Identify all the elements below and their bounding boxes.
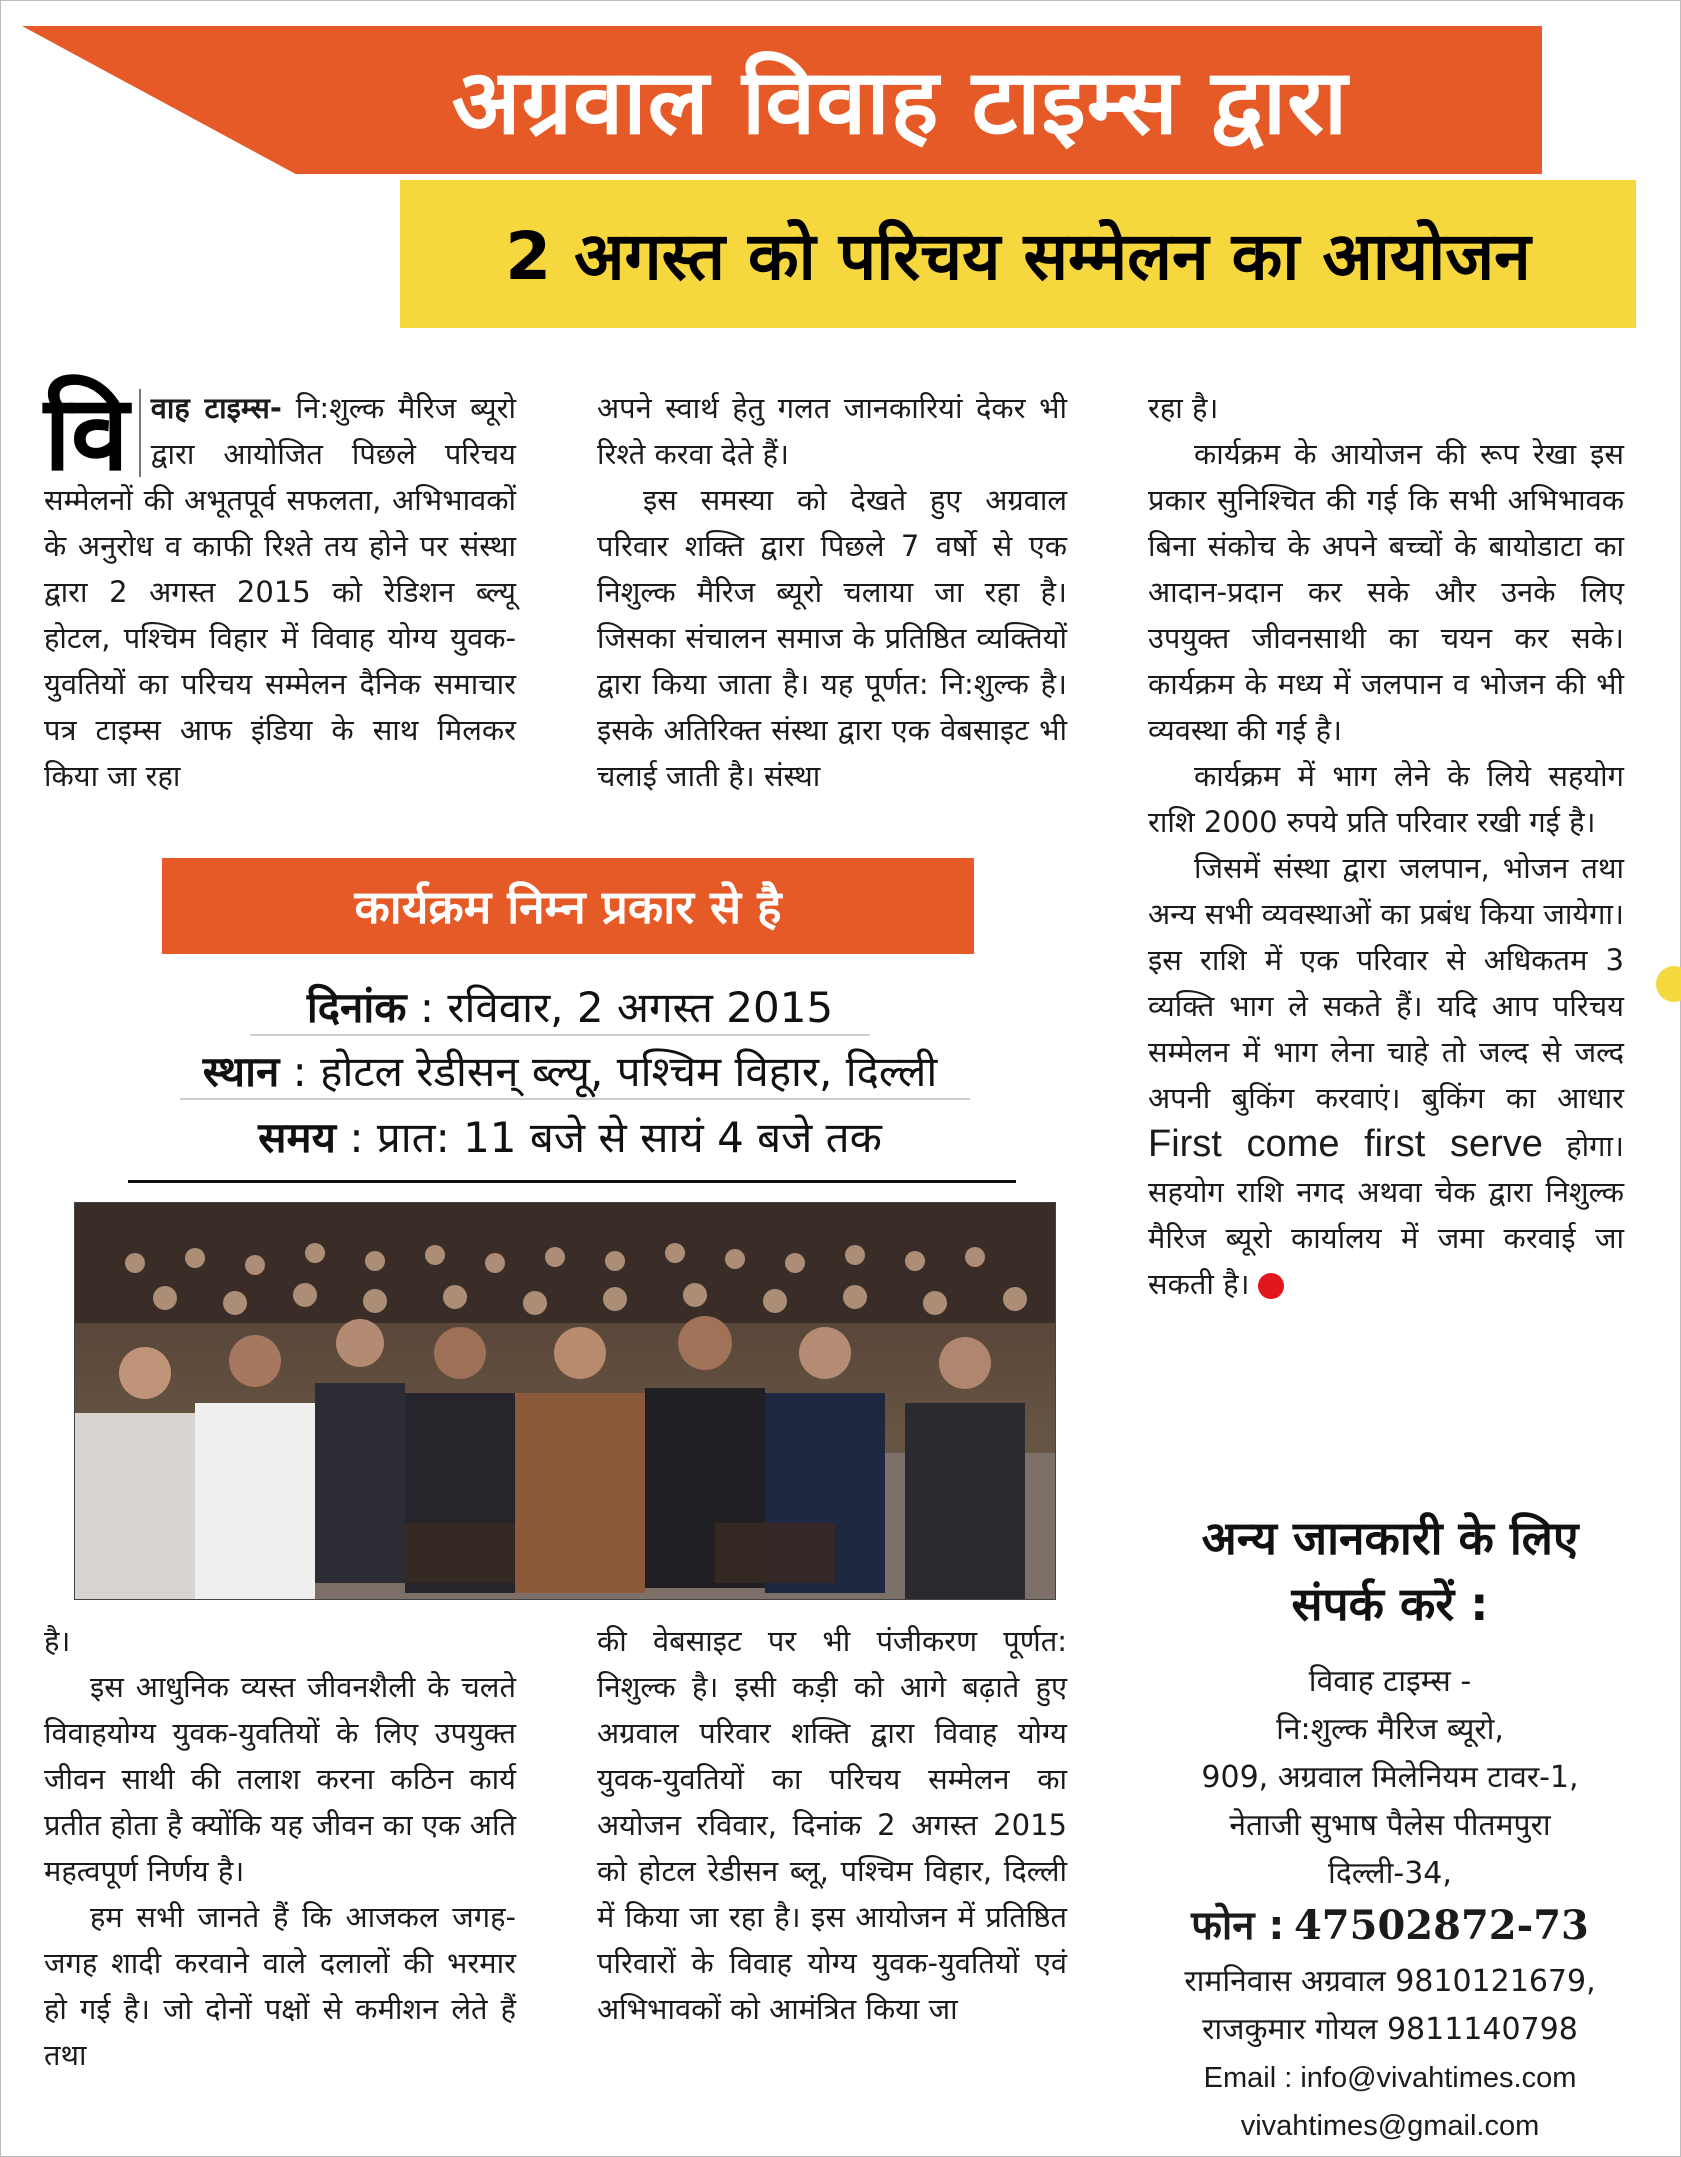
contact-details bbox=[1140, 1658, 1640, 2150]
article-intro-paragraph bbox=[44, 372, 516, 799]
programme-venue bbox=[130, 1042, 1010, 1099]
contact-address-line-1: 909, अग्रवाल मिलेनियम टावर-1, bbox=[1201, 1760, 1579, 1795]
contact-heading bbox=[1140, 1505, 1640, 1637]
contact-org: विवाह टाइम्स - bbox=[1308, 1664, 1472, 1699]
lead-word: वाह टाइम्स- bbox=[150, 391, 282, 425]
contact-person-2: राजकुमार गोयल 9811140798 bbox=[1202, 2012, 1578, 2047]
paragraph-text: है। bbox=[44, 1624, 71, 1658]
phone-number: 47502872-73 bbox=[1293, 1902, 1589, 1949]
programme-divider bbox=[250, 1034, 870, 1036]
phone-label: फोन : bbox=[1191, 1903, 1285, 1949]
venue-label: स्थान bbox=[202, 1047, 280, 1096]
paragraph-text: रहा है। bbox=[1148, 391, 1219, 425]
paragraph-text: कार्यक्रम के आयोजन की रूप रेखा इस प्रकार सुनिश्चित की गई कि सभी अभिभावक बिना संकोच के अपने बच्चों के बायोडाटा का आदान-प्रदान कर सके और उनके लिए उपयुक्त जीवनसाथी का चयन कर सके। कार्यक्रम के मध्य में जलपान व भोजन की भी व्यवस्था की गई है। bbox=[1148, 437, 1624, 747]
paragraph-text: अपने स्वार्थ हेतु गलत जानकारियां देकर भी रिश्ते करवा देते हैं। bbox=[597, 391, 1067, 471]
headline-line-2: 2 अगस्त को परिचय सम्मेलन का आयोजन bbox=[505, 218, 1531, 295]
paragraph-text: कार्यक्रम में भाग लेने के लिये सहयोग राशि 2000 रुपये प्रति परिवार रखी गई है। bbox=[1148, 759, 1624, 839]
date-value: : रविवार, 2 अगस्त 2015 bbox=[419, 983, 834, 1032]
programme-divider bbox=[180, 1098, 970, 1100]
paragraph-text: की वेबसाइट पर भी पंजीकरण पूर्णत: निशुल्क है। इसी कड़ी को आगे बढ़ाते हुए अग्रवाल परिवार शक्ति द्वारा विवाह योग्य युवक-युवतियों का परिचय सम्मेलन का अयोजन रविवार, दिनांक 2 अगस्त 2015 को होटल रेडीसन ब्लू, पश्चिम विहार, दिल्ली में किया जा रहा है। इस आयोजन में प्रतिष्ठित परिवारों के विवाह योग्य युवक-युवतियों एवं अभिभावकों को आमंत्रित किया जा bbox=[597, 1624, 1067, 2026]
contact-address-line-2: नेताजी सुभाष पैलेस पीतमपुरा bbox=[1229, 1808, 1551, 1843]
paragraph-text: होगा। सहयोग राशि नगद अथवा चेक द्वारा निशुल्क मैरिज ब्यूरो कार्यालय में जमा करवाई जा सकती है। bbox=[1148, 1129, 1624, 1301]
paragraph-text: इस आधुनिक व्यस्त जीवनशैली के चलते विवाहयोग्य युवक-युवतियों के लिए उपयुक्त जीवन साथी की तलाश करना कठिन कार्य प्रतीत होता है क्योंकि यह जीवन का एक अति महत्वपूर्ण निर्णय है। bbox=[44, 1670, 516, 1888]
paragraph-text: इस समस्या को देखते हुए अग्रवाल परिवार शक्ति द्वारा पिछले 7 वर्षो से एक निशुल्क मैरिज ब्यूरो चलाया जा रहा है। जिसका संचालन समाज के प्रतिष्ठित व्यक्तियों द्वारा किया जाता है। यह पूर्णत: नि:शुल्क है। इसके अतिरिक्त संस्था द्वारा एक वेबसाइट भी चलाई जाती है। संस्था bbox=[597, 483, 1067, 793]
contact-address-line-3: दिल्ली-34, bbox=[1328, 1856, 1452, 1891]
article-column-1-continued bbox=[44, 1618, 516, 2078]
paragraph-text: हम सभी जानते हैं कि आजकल जगह-जगह शादी करवाने वाले दलालों की भरमार हो गई है। जो दोनों पक्षों से कमीशन लेते हैं तथा bbox=[44, 1900, 516, 2072]
article-column-2-continued bbox=[597, 1618, 1067, 2032]
contact-heading-line-1: अन्य जानकारी के लिए bbox=[1201, 1511, 1579, 1565]
paragraph-text: नि:शुल्क मैरिज ब्यूरो द्वारा आयोजित पिछले परिचय सम्मेलनों की अभूतपूर्व सफलता, अभिभावकों के अनुरोध व काफी रिश्ते तय होने पर संस्था द्वारा 2 अगस्त 2015 को रेडिशन ब्ल्यू होटल, पश्चिम विहार में विवाह योग्य युवक-युवतियों का परिचय सम्मेलन दैनिक समाचार पत्र टाइम्स आफ इंडिया के साथ मिलकर किया जा रहा bbox=[44, 391, 516, 793]
time-value: : प्रात: 11 बजे से सायं 4 बजे तक bbox=[349, 1113, 882, 1162]
article-column-2 bbox=[597, 385, 1067, 799]
paragraph-text bbox=[1148, 845, 1624, 1307]
contact-heading-line-2: संपर्क करें : bbox=[1291, 1577, 1489, 1631]
english-phrase: First come first serve bbox=[1148, 1123, 1543, 1165]
contact-email-1: Email : info@vivahtimes.com bbox=[1203, 2062, 1577, 2094]
article-column-3 bbox=[1148, 385, 1624, 1307]
contact-phone-row bbox=[1140, 1902, 1640, 1954]
headline-line-1: अग्रवाल विवाह टाइम्स द्वारा bbox=[451, 50, 1349, 155]
event-photo bbox=[74, 1202, 1056, 1600]
date-label: दिनांक bbox=[306, 983, 407, 1032]
contact-email-2: vivahtimes@gmail.com bbox=[1240, 2110, 1540, 2142]
end-mark-dot bbox=[1258, 1273, 1284, 1299]
programme-end-rule bbox=[128, 1180, 1016, 1183]
event-photo-illustration bbox=[75, 1203, 1055, 1599]
drop-cap: वि bbox=[44, 389, 141, 477]
contact-person-1: रामनिवास अग्रवाल 9810121679, bbox=[1184, 1964, 1596, 1999]
programme-time bbox=[130, 1108, 1010, 1165]
article-column-1 bbox=[44, 372, 516, 799]
venue-value: : होटल रेडीसन् ब्ल्यू, पश्चिम विहार, दिल्ली bbox=[292, 1047, 938, 1096]
time-label: समय bbox=[258, 1113, 336, 1162]
programme-banner: कार्यक्रम निम्न प्रकार से है bbox=[162, 858, 974, 954]
contact-bureau: नि:शुल्क मैरिज ब्यूरो, bbox=[1276, 1712, 1504, 1747]
paragraph-text: जिसमें संस्था द्वारा जलपान, भोजन तथा अन्य सभी व्यवस्थाओं का प्रबंध किया जायेगा। इस राशि में एक परिवार से अधिकतम 3 व्यक्ति भाग ले सकते हैं। यदि आप परिचय सम्मेलन में भाग लेना चाहे तो जल्द से जल्द अपनी बुकिंग करवाएं। बुकिंग का आधार bbox=[1148, 851, 1624, 1115]
programme-date bbox=[130, 978, 1010, 1035]
